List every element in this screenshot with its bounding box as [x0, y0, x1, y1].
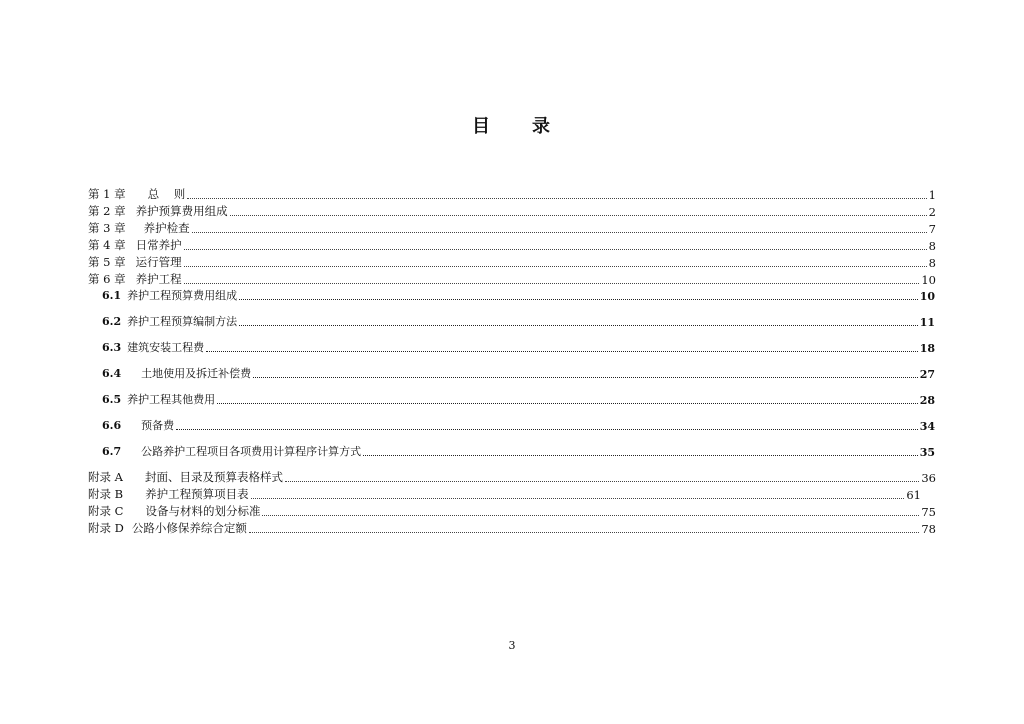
dot-leader: [253, 377, 918, 378]
entry-page: 8: [928, 256, 936, 270]
entry-number: 6.7: [102, 445, 122, 458]
entry-number: 6.5: [102, 393, 122, 406]
entry-number: 第 5 章: [88, 255, 126, 269]
toc-entry-chapter-1[interactable]: [88, 186, 936, 202]
toc-entry-section-6-7[interactable]: [102, 443, 935, 459]
entry-number: 6.4: [102, 367, 122, 380]
entry-title: 土地使用及拆迁补偿费: [141, 367, 252, 380]
dot-leader: [230, 215, 927, 216]
dot-leader: [184, 249, 927, 250]
toc-entry-appendix-d[interactable]: [88, 520, 936, 536]
toc-entry-appendix-a[interactable]: [88, 469, 936, 485]
dot-leader: [239, 299, 918, 300]
entry-number: 6.2: [102, 315, 122, 328]
entry-page: 35: [919, 446, 935, 459]
toc-title-char-1: 目: [472, 116, 492, 137]
entry-number: 附录 A: [88, 470, 123, 484]
entry-number: 第 4 章: [88, 238, 126, 252]
dot-leader: [251, 498, 905, 499]
dot-leader: [285, 481, 919, 482]
dot-leader: [206, 351, 918, 352]
toc-title: [0, 112, 1024, 138]
entry-number: 附录 D: [88, 521, 124, 535]
entry-title: 日常养护: [135, 238, 182, 252]
entry-number: 附录 B: [88, 487, 124, 501]
entry-page: 18: [919, 342, 935, 355]
toc-entry-chapter-2[interactable]: [88, 203, 936, 219]
entry-title: 运行管理: [135, 255, 182, 269]
entry-page: 2: [928, 205, 936, 219]
dot-leader: [187, 198, 926, 199]
entry-page: 36: [921, 471, 936, 485]
entry-page: 8: [928, 239, 936, 253]
entry-title: 养护工程: [135, 272, 182, 286]
dot-leader: [239, 325, 918, 326]
toc-entry-chapter-3[interactable]: [88, 220, 936, 236]
toc-entry-section-6-3[interactable]: [102, 339, 935, 355]
entry-title: 养护预算费用组成: [135, 204, 228, 218]
entry-page: 7: [928, 222, 936, 236]
entry-number: 第 2 章: [88, 204, 126, 218]
toc-entry-section-6-4[interactable]: [102, 365, 935, 381]
entry-page: 1: [928, 188, 936, 202]
entry-page: 75: [921, 505, 936, 519]
toc-entry-appendix-c[interactable]: [88, 503, 936, 519]
toc-entry-section-6-1[interactable]: [102, 287, 935, 303]
entry-page: 34: [919, 420, 935, 433]
toc-entry-section-6-2[interactable]: [102, 313, 935, 329]
entry-title: 封面、目录及预算表格样式: [144, 470, 283, 484]
dot-leader: [192, 232, 927, 233]
entry-number: 第 6 章: [88, 272, 126, 286]
entry-page: 11: [919, 316, 935, 329]
dot-leader: [176, 429, 918, 430]
entry-title: 建筑安装工程费: [127, 341, 205, 354]
entry-title: 公路小修保养综合定额: [131, 521, 247, 535]
entry-number: 附录 C: [88, 504, 124, 518]
entry-title: 养护工程预算费用组成: [127, 289, 238, 302]
entry-number: 6.1: [102, 289, 122, 302]
entry-page: 10: [921, 273, 936, 287]
entry-title: 预备费: [141, 419, 175, 432]
entry-page: 61: [906, 488, 921, 502]
entry-title: 养护工程预算项目表: [145, 487, 249, 501]
entry-page: 78: [921, 522, 936, 536]
entry-number: 第 1 章: [88, 187, 126, 201]
toc-entry-chapter-4[interactable]: [88, 237, 936, 253]
dot-leader: [249, 532, 919, 533]
entry-title: 公路养护工程项目各项费用计算程序计算方式: [141, 445, 362, 458]
toc-title-char-2: 录: [532, 116, 552, 137]
toc-entry-chapter-5[interactable]: [88, 254, 936, 270]
entry-title: 设备与材料的划分标准: [145, 504, 261, 518]
entry-title: 总 则: [147, 187, 186, 201]
dot-leader: [184, 266, 927, 267]
entry-page: 28: [919, 394, 935, 407]
entry-page: 27: [919, 368, 935, 381]
dot-leader: [363, 455, 918, 456]
toc-entry-appendix-b[interactable]: [88, 486, 921, 502]
entry-page: 10: [919, 290, 935, 303]
dot-leader: [262, 515, 919, 516]
entry-number: 第 3 章: [88, 221, 126, 235]
toc-entry-chapter-6[interactable]: [88, 271, 936, 287]
toc-entry-section-6-6[interactable]: [102, 417, 935, 433]
entry-title: 养护工程预算编制方法: [127, 315, 238, 328]
entry-title: 养护检查: [143, 221, 190, 235]
entry-number: 6.6: [102, 419, 122, 432]
toc-entry-section-6-5[interactable]: [102, 391, 935, 407]
entry-number: 6.3: [102, 341, 122, 354]
dot-leader: [217, 403, 918, 404]
dot-leader: [184, 283, 920, 284]
page-number: 3: [508, 639, 516, 652]
entry-title: 养护工程其他费用: [127, 393, 216, 406]
